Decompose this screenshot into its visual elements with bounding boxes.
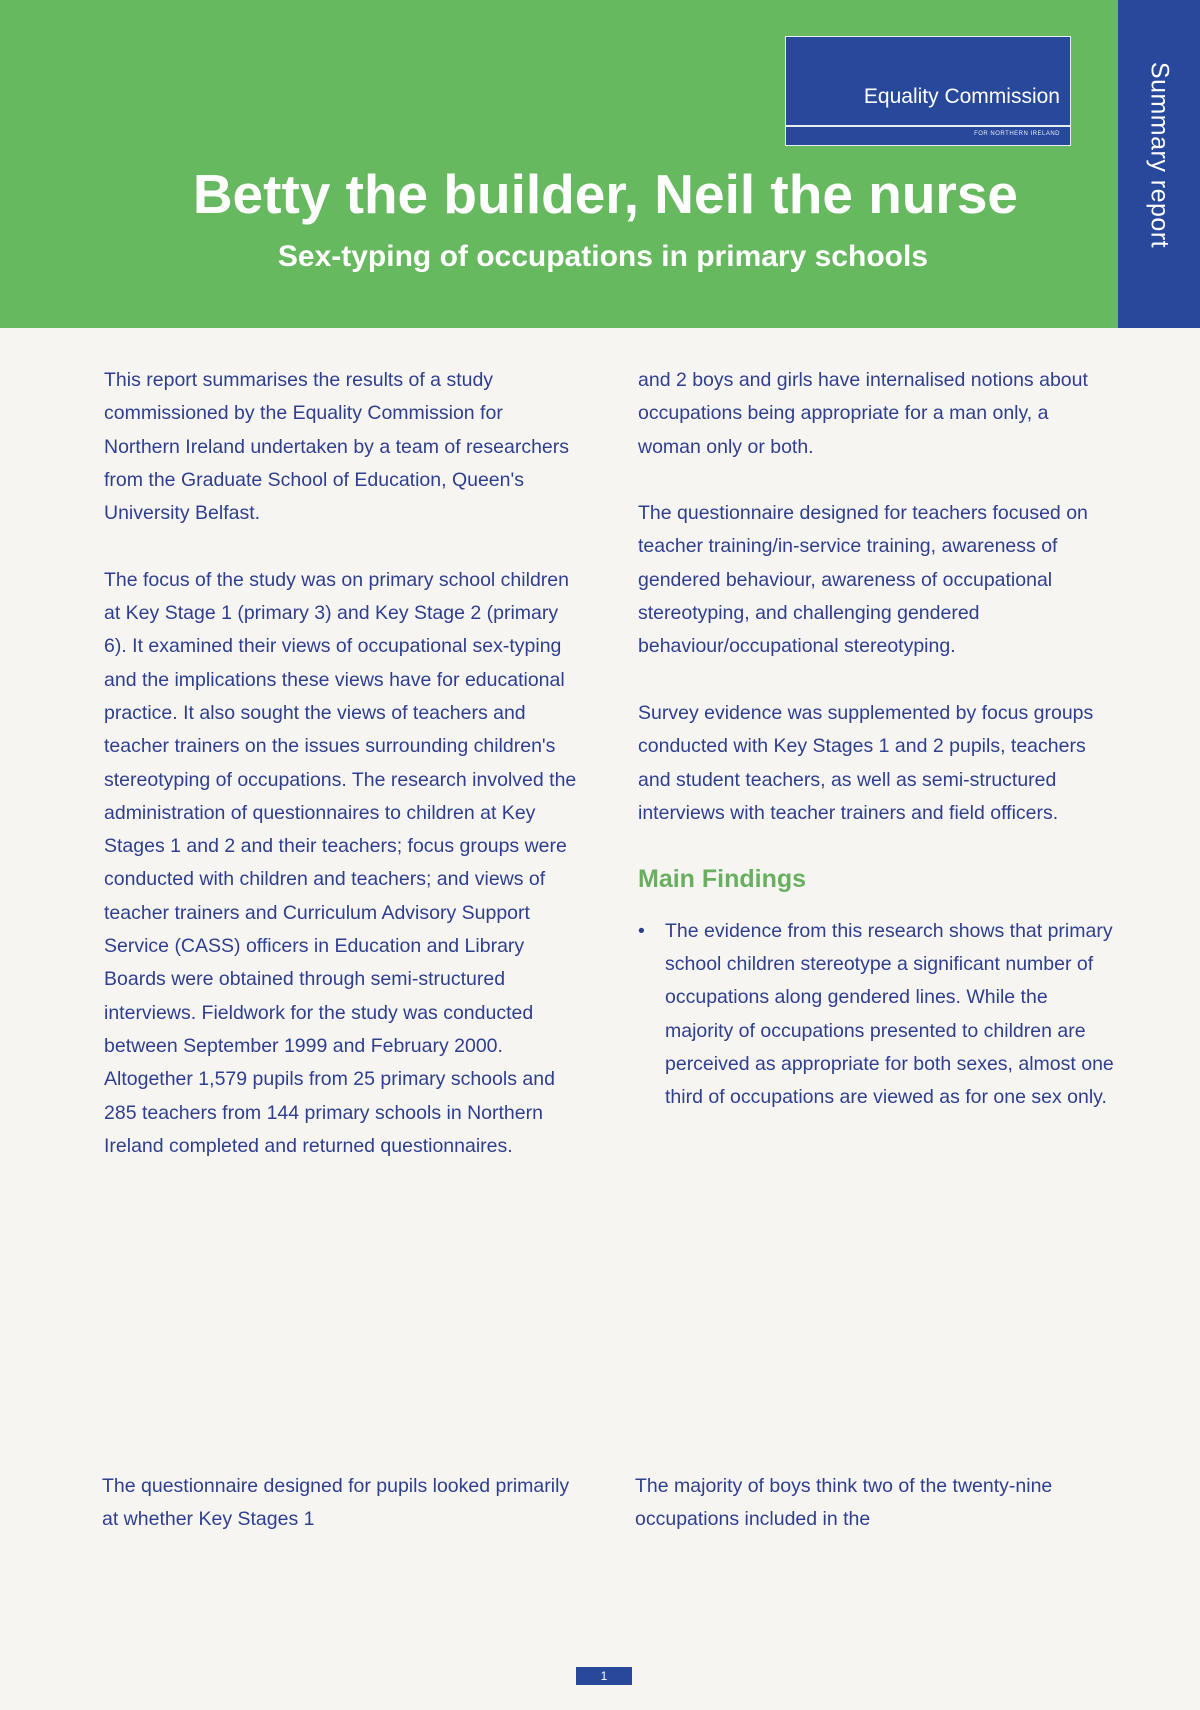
study-focus-paragraph: The focus of the study was on primary school children at Key Stage 1 (primary 3) and Key Stage 2 (primary 6). It examined their views of occupational sex-typing and the implications these views have for educational practice. It also sought the views of teachers and teacher trainers on the issues surrounding children's stereotyping of occupations. The research involved the administration of questionnaires to children at Key Stages 1 and 2 and their teachers; focus groups were conducted with children and teachers; and views of teacher trainers and Curriculum Advisory Support Service (CASS) officers in Education and Library Boards were obtained through semi-structured interviews. Fieldwork for the study was conducted between September 1999 and February 2000. Altogether 1,579 pupils from 25 primary schools and 285 teachers from 144 primary schools in Northern Ireland completed and returned questionnaires.	[104, 568, 577, 1157]
logo-subtitle: FOR NORTHERN IRELAND	[974, 131, 1060, 137]
page-title: Betty the builder, Neil the nurse	[192, 163, 1018, 225]
intro-paragraph: This report summarises the results of a study commissioned by the Equality Commission for Northern Ireland undertaken by a team of researchers from the Graduate School of Education, Queen's University Belfast.	[104, 369, 570, 525]
header-banner	[0, 0, 1118, 328]
survey-evidence-paragraph: Survey evidence was supplemented by focus groups conducted with Key Stages 1 and 2 pupils, teachers and student teachers, as well as semi-structured interviews with teacher trainers and field officers.	[638, 701, 1094, 824]
majority-boys-paragraph: The majority of boys think two of the twenty-nine occupations included in the	[635, 1475, 1053, 1531]
page-number: 1	[576, 1667, 632, 1685]
main-findings-heading: Main Findings	[638, 865, 807, 894]
equality-commission-logo	[785, 36, 1071, 146]
continuation-paragraph: and 2 boys and girls have internalised notions about occupations being appropriate for a man only, a woman only or both.	[638, 369, 1088, 458]
logo-divider	[786, 125, 1070, 127]
finding-text: The evidence from this research shows that primary school children stereotype a significant number of occupations along gendered lines. While the majority of occupations presented to children are perceived as appropriate for both sexes, almost one third of occupations are viewed as for one sex only.	[665, 919, 1114, 1109]
right-column	[638, 364, 1116, 1148]
logo-name: Equality Commission	[863, 85, 1060, 108]
bullet-icon: •	[638, 919, 645, 942]
summary-report-label: Summary report	[1145, 61, 1174, 249]
page-subtitle: Sex-typing of occupations in primary schools	[277, 240, 928, 273]
pupil-questionnaire-paragraph: The questionnaire designed for pupils looked primarily at whether Key Stages 1	[102, 1475, 570, 1531]
finding-bullet	[638, 915, 1116, 1115]
teacher-questionnaire-paragraph: The questionnaire designed for teachers focused on teacher training/in-service training, awareness of gendered behaviour, awareness of occupational stereotyping, and challenging gendered behaviour/occupational stereotyping.	[638, 502, 1088, 658]
left-column	[104, 364, 584, 1196]
